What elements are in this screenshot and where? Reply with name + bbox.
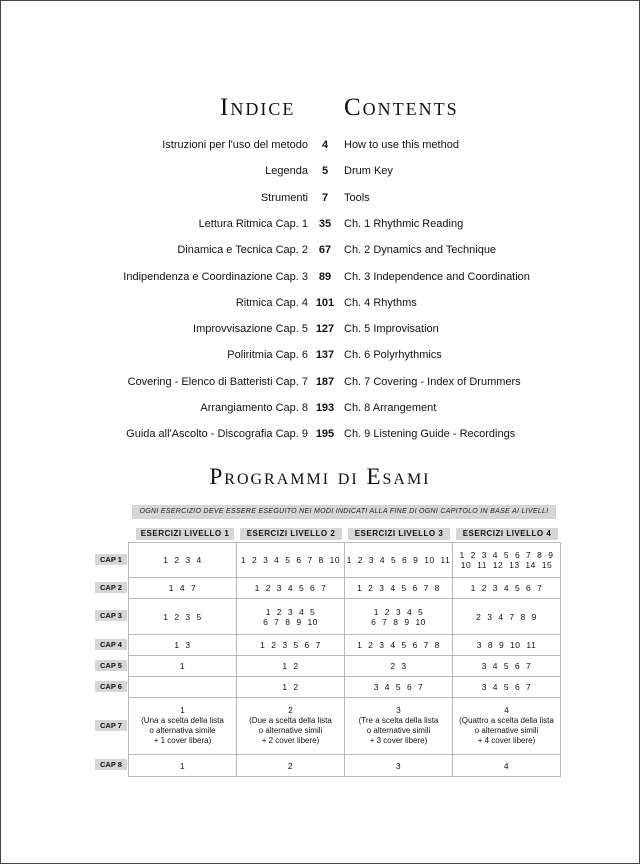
row-label: CAP 4 — [95, 639, 127, 650]
column-header-livello-2: ESERCIZI LIVELLO 2 — [240, 528, 342, 540]
table-row — [129, 755, 561, 777]
programmi-note: OGNI ESERCIZIO DEVE ESSERE ESEGUITO NEI MODI INDICATI ALLA FINE DI OGNI CAPITOLO IN BASE AI LIVELLI — [132, 505, 556, 519]
toc-italian-title: Legenda — [265, 165, 308, 178]
row-label: CAP 5 — [95, 660, 127, 671]
cell-text: 3 — [395, 760, 402, 771]
toc-row — [0, 316, 640, 342]
table-cell — [129, 635, 237, 656]
table-cell — [345, 578, 453, 599]
column-header-livello-4: ESERCIZI LIVELLO 4 — [456, 528, 558, 540]
row-label: CAP 6 — [95, 681, 127, 692]
heading-contents: Contents — [344, 94, 459, 121]
table-row — [129, 578, 561, 599]
toc-italian-title: Covering - Elenco di Batteristi Cap. 7 — [127, 375, 308, 388]
toc-italian-title: Poliritmia Cap. 6 — [227, 349, 308, 362]
table-cell — [237, 656, 345, 677]
toc-english-title: Ch. 9 Listening Guide - Recordings — [344, 428, 516, 441]
table-cell — [345, 677, 453, 698]
toc-italian-title: Improvvisazione Cap. 5 — [193, 323, 308, 336]
cell-text: 3 4 5 6 7 — [481, 661, 532, 671]
toc-italian-title: Strumenti — [260, 191, 308, 204]
toc-english-title: Ch. 5 Improvisation — [344, 323, 439, 336]
toc-page-number: 195 — [315, 428, 335, 441]
table-cell — [345, 755, 453, 777]
cell-text: 1 — [179, 760, 186, 771]
table-cell — [345, 543, 453, 578]
table-cell — [453, 578, 561, 599]
cell-text: 1 2 3 4 5 6 7 8 — [357, 640, 440, 650]
table-cell — [453, 656, 561, 677]
toc-english-title: Ch. 8 Arrangement — [344, 402, 437, 414]
table-cell — [453, 599, 561, 635]
table-cell — [237, 677, 345, 698]
heading-indice: Indice — [220, 94, 296, 121]
toc-english-title: Ch. 1 Rhythmic Reading — [344, 217, 464, 230]
toc-english-title: Ch. 3 Independence and Coordination — [344, 270, 530, 283]
table-cell — [453, 755, 561, 777]
row-label: CAP 1 — [95, 554, 127, 565]
toc-english-title: Tools — [344, 191, 370, 204]
cell-text: 1 (Una a scelta della lista o alternativa simile + 1 cover libera) — [141, 706, 224, 745]
toc-english-title: How to use this method — [344, 139, 459, 151]
table-cell — [237, 698, 345, 755]
table-cell — [237, 755, 345, 777]
cell-text: 1 2 3 4 5 6 7 8 9 10 — [371, 606, 426, 627]
table-cell — [237, 578, 345, 599]
table-row — [129, 656, 561, 677]
toc-page-number: 193 — [315, 402, 335, 414]
toc-english-title: Drum Key — [344, 165, 393, 178]
table-row — [129, 635, 561, 656]
toc-english-title: Ch. 6 Polyrhythmics — [344, 349, 442, 362]
toc-italian-title: Arrangiamento Cap. 8 — [200, 402, 308, 414]
toc-english-title: Ch. 2 Dynamics and Technique — [344, 244, 497, 257]
table-cell — [129, 656, 237, 677]
table-cell — [237, 543, 345, 578]
table-row — [129, 677, 561, 698]
cell-text: 4 — [503, 760, 510, 771]
table-cell — [345, 656, 453, 677]
cell-text: 1 2 3 4 5 6 7 — [254, 583, 327, 593]
toc-english-title: Ch. 7 Covering - Index of Drummers — [344, 375, 521, 388]
toc-row — [0, 369, 640, 395]
toc-italian-title: Ritmica Cap. 4 — [235, 296, 308, 309]
table-row — [129, 698, 561, 755]
toc-italian-title: Dinamica e Tecnica Cap. 2 — [177, 244, 308, 257]
cell-text: 3 4 5 6 7 — [481, 682, 532, 692]
cell-text: 1 2 3 4 — [163, 555, 202, 565]
table-row — [129, 599, 561, 635]
cell-text: 1 2 3 4 5 6 7 8 9 10 11 12 13 14 15 — [459, 550, 554, 570]
table-row — [129, 543, 561, 578]
cell-text: 1 2 3 5 — [163, 611, 202, 622]
toc-page-number: 137 — [315, 349, 335, 362]
toc-page-number: 187 — [315, 375, 335, 388]
toc-italian-title: Istruzioni per l'uso del metodo — [162, 139, 308, 151]
toc-italian-title: Indipendenza e Coordinazione Cap. 3 — [123, 270, 308, 283]
cell-text: 1 3 — [174, 640, 191, 650]
cell-text: 1 — [179, 661, 186, 671]
toc-page-number: 127 — [315, 323, 335, 336]
exam-program-table — [128, 542, 561, 777]
cell-text: 1 2 3 4 5 6 9 10 11 — [346, 555, 451, 565]
programmi-title: Programmi di Esami — [209, 464, 431, 489]
table-cell — [129, 578, 237, 599]
column-header-livello-1: ESERCIZI LIVELLO 1 — [136, 528, 234, 540]
toc-italian-title: Guida all'Ascolto - Discografia Cap. 9 — [126, 428, 308, 441]
cell-text: 2 3 4 7 8 9 — [476, 611, 537, 622]
toc-page-number: 4 — [321, 139, 329, 151]
table-cell — [237, 635, 345, 656]
cell-text: 3 4 5 6 7 — [373, 682, 424, 692]
toc-row — [0, 237, 640, 263]
toc-row — [0, 132, 640, 158]
toc-page-number: 35 — [318, 217, 332, 230]
cell-text: 1 2 3 4 5 6 7 8 — [357, 583, 440, 593]
cell-text: 2 (Due a scelta della lista o alternative simili + 2 cover libere) — [249, 706, 332, 745]
table-cell — [453, 677, 561, 698]
toc-row — [0, 211, 640, 237]
table-cell — [345, 599, 453, 635]
table-cell — [129, 698, 237, 755]
table-cell — [453, 635, 561, 656]
toc-page-number: 89 — [318, 270, 332, 283]
table-cell — [237, 599, 345, 635]
toc-row — [0, 264, 640, 290]
toc-italian-title: Lettura Ritmica Cap. 1 — [198, 217, 308, 230]
column-header-livello-3: ESERCIZI LIVELLO 3 — [348, 528, 450, 540]
row-label: CAP 7 — [95, 720, 127, 731]
cell-text: 2 3 — [390, 661, 407, 671]
toc-row — [0, 290, 640, 316]
table-cell — [345, 698, 453, 755]
table-cell — [453, 543, 561, 578]
toc-row — [0, 395, 640, 421]
table-cell — [129, 677, 237, 698]
cell-text: 3 8 9 10 11 — [476, 640, 537, 650]
row-label: CAP 3 — [95, 610, 127, 621]
table-cell — [129, 599, 237, 635]
cell-text: 1 4 7 — [168, 583, 197, 593]
toc-english-title: Ch. 4 Rhythms — [344, 296, 417, 309]
table-cell — [345, 635, 453, 656]
cell-text: 2 — [287, 760, 294, 771]
row-label: CAP 2 — [95, 582, 127, 593]
toc-row — [0, 158, 640, 184]
cell-text: 1 2 3 4 5 6 7 — [470, 583, 543, 593]
toc-row — [0, 342, 640, 368]
cell-text: 1 2 — [282, 661, 299, 671]
table-cell — [453, 698, 561, 755]
toc-page-number: 67 — [318, 244, 332, 257]
cell-text: 4 (Quattro a scelta della lista o alternative simili + 4 cover libere) — [459, 706, 554, 745]
table-cell — [129, 755, 237, 777]
cell-text: 3 (Tre a scelta della lista o alternative simili + 3 cover libere) — [358, 706, 439, 745]
toc-row — [0, 185, 640, 211]
cell-text: 1 2 3 4 5 6 7 8 9 10 — [263, 606, 318, 627]
toc-row — [0, 421, 640, 447]
toc-page-number: 7 — [321, 191, 329, 204]
cell-text: 1 2 — [282, 682, 299, 692]
cell-text: 1 2 3 5 6 7 — [260, 640, 321, 650]
row-label: CAP 8 — [95, 759, 127, 770]
cell-text: 1 2 3 4 5 6 7 8 10 — [240, 555, 341, 565]
toc-page-number: 101 — [315, 296, 335, 309]
table-cell — [129, 543, 237, 578]
toc-page-number: 5 — [321, 165, 329, 178]
